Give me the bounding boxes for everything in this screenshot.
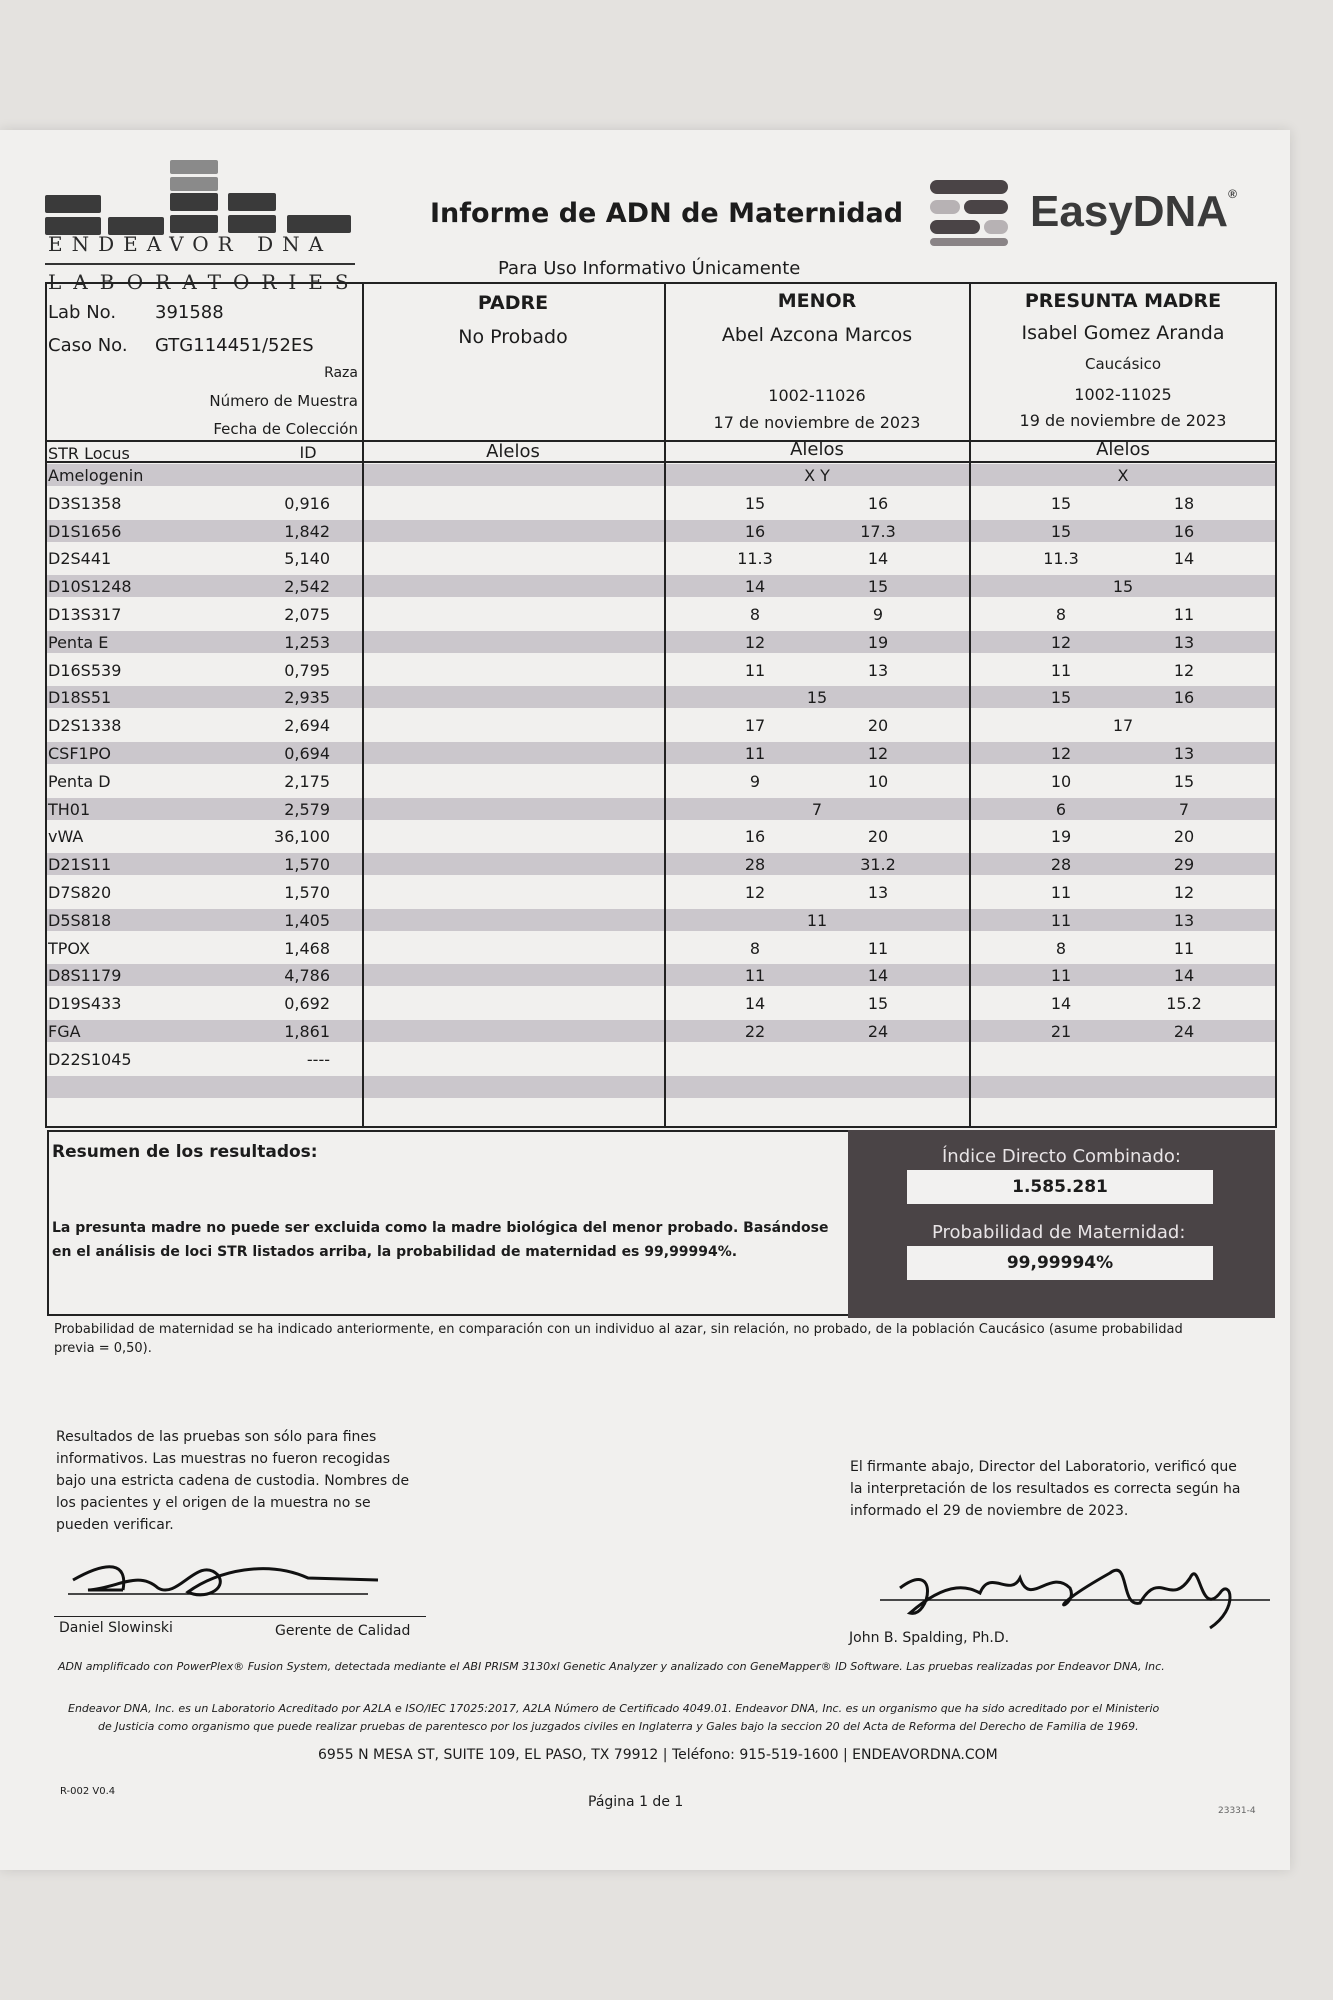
mother-allele: 8: [1055, 605, 1067, 624]
row-stripe: [47, 464, 1275, 486]
mother-allele: 21: [1050, 1022, 1072, 1041]
method-note: ADN amplificado con PowerPlex® Fusion System, detectada mediante el ABI PRISM 3130xl Genetic Analyzer y analizado con GeneMapper® ID Software. Las pruebas realizadas por Endeavor DNA, Inc.: [58, 1660, 1165, 1673]
cmi-label: Índice Directo Combinado:: [942, 1146, 1181, 1167]
disclaimer-line: informativos. Las muestras no fueron recogidas: [56, 1451, 391, 1467]
locus-name: D21S11: [48, 855, 112, 875]
locus-id: 2,175: [284, 771, 330, 791]
mother-allele: 15: [1050, 493, 1072, 513]
lab-subname: LABORATORIES: [48, 270, 361, 294]
case-no-value: GTG114451/52ES: [155, 335, 314, 356]
mother-allele: 11: [1050, 910, 1072, 930]
locus-id: 1,405: [284, 910, 330, 930]
row-stripe: [47, 631, 1275, 653]
cmi-value: 1.585.281: [907, 1170, 1213, 1204]
child-allele: 20: [867, 716, 889, 736]
director-line: la interpretación de los resultados es correcta según ha: [850, 1481, 1241, 1497]
mother-allele: 12: [1050, 632, 1072, 652]
easydna-brand: EasyDNA®: [1030, 187, 1237, 236]
locus-id: 1,570: [284, 883, 330, 902]
disclaimer-line: pueden verificar.: [56, 1517, 174, 1533]
mother-title: PRESUNTA MADRE: [1024, 290, 1222, 312]
locus-id: 4,786: [284, 966, 330, 986]
signer-left-name: Daniel Slowinski: [59, 1620, 173, 1636]
mother-allele: 10: [1050, 771, 1072, 791]
mother-alleles-header: Alelos: [1096, 439, 1150, 460]
mother-name: Isabel Gomez Aranda: [1021, 322, 1225, 344]
child-allele: X Y: [804, 466, 830, 485]
child-title: MENOR: [777, 290, 857, 312]
child-allele: 7: [811, 799, 823, 819]
child-allele: 31.2: [860, 855, 896, 875]
locus-name: D2S1338: [48, 716, 122, 736]
divider: [969, 282, 971, 1128]
locus-name: D10S1248: [48, 577, 132, 597]
disclaimer-line: los pacientes y el origen de la muestra no se: [56, 1495, 371, 1511]
report-title: Informe de ADN de Maternidad: [430, 198, 904, 229]
disclaimer-line: Resultados de las pruebas son sólo para fines: [56, 1429, 377, 1445]
mother-allele: 11: [1173, 938, 1195, 958]
child-allele: 14: [867, 549, 889, 569]
lab-no-label: Lab No.: [48, 302, 117, 323]
child-allele: 9: [749, 771, 761, 791]
mother-allele: 15: [1173, 771, 1195, 791]
director-statement: [850, 1456, 1280, 1522]
locus-id: 2,542: [284, 577, 330, 597]
child-allele: 20: [867, 827, 889, 847]
mother-allele: 13: [1173, 744, 1195, 763]
locus-name: D22S1045: [48, 1049, 132, 1069]
page-number: Página 1 de 1: [588, 1794, 684, 1810]
mother-allele: 13: [1173, 910, 1195, 930]
locus-id: 0,795: [284, 660, 330, 680]
locus-id: 1,570: [284, 855, 330, 875]
locus-name: Amelogenin: [48, 466, 144, 485]
locus-name: D3S1358: [48, 493, 122, 513]
child-allele: 16: [744, 521, 766, 541]
locus-name: D13S317: [48, 605, 122, 624]
date-label: Fecha de Colección: [213, 420, 358, 438]
signature-left-icon: [68, 1550, 388, 1610]
child-allele: 19: [867, 632, 889, 652]
doc-code: 23331-4: [1218, 1806, 1256, 1816]
mother-allele: 16: [1173, 688, 1195, 708]
footnote-2: previa = 0,50).: [54, 1341, 152, 1356]
divider: [45, 461, 1277, 463]
director-line: informado el 29 de noviembre de 2023.: [850, 1503, 1129, 1519]
locus-id: 36,100: [274, 827, 330, 847]
child-alleles-header: Alelos: [790, 439, 844, 460]
child-allele: 10: [867, 771, 889, 791]
mother-allele: 11: [1050, 966, 1072, 986]
footnote-1: Probabilidad de maternidad se ha indicado anteriormente, en comparación con un individuo al azar, sin relación, no probado, de la población Caucásico (asume probabilidad: [54, 1322, 1183, 1337]
locus-header: STR Locus: [48, 444, 130, 463]
child-allele: 8: [749, 938, 761, 958]
mother-date: 19 de noviembre de 2023: [1019, 411, 1227, 430]
sample-label: Número de Muestra: [209, 392, 358, 410]
locus-id: 0,692: [284, 994, 330, 1014]
locus-name: D19S433: [48, 994, 122, 1014]
mother-allele: 12: [1173, 660, 1195, 680]
mother-allele: 7: [1178, 799, 1190, 819]
locus-name: FGA: [48, 1022, 81, 1041]
child-allele: 14: [744, 577, 766, 597]
mother-race: Caucásico: [1084, 355, 1162, 373]
mother-allele: 11: [1050, 883, 1072, 902]
summary-heading: Resumen de los resultados:: [52, 1142, 318, 1162]
child-allele: 12: [744, 632, 766, 652]
child-allele: 9: [872, 605, 884, 624]
child-allele: 28: [744, 855, 766, 875]
father-name: No Probado: [458, 326, 568, 348]
locus-id: 2,579: [284, 799, 330, 819]
child-allele: 11: [744, 660, 766, 680]
row-stripe: [47, 520, 1275, 542]
child-allele: 22: [744, 1022, 766, 1041]
mother-allele: 15: [1050, 521, 1072, 541]
locus-name: TH01: [48, 799, 91, 819]
child-allele: 12: [867, 744, 889, 763]
row-stripe: [47, 853, 1275, 875]
locus-name: CSF1PO: [48, 744, 111, 763]
child-allele: 11: [806, 910, 828, 930]
address: 6955 N MESA ST, SUITE 109, EL PASO, TX 79912 | Teléfono: 915-519-1600 | ENDEAVORDNA.COM: [318, 1747, 998, 1763]
mother-allele: 14: [1173, 549, 1195, 569]
locus-id: 2,694: [284, 716, 330, 736]
mother-allele: 6: [1055, 799, 1067, 819]
row-stripe: [47, 798, 1275, 820]
child-allele: 24: [867, 1022, 889, 1041]
mother-allele: 24: [1173, 1022, 1195, 1041]
locus-id: ----: [306, 1049, 330, 1069]
child-allele: 14: [744, 994, 766, 1014]
locus-name: D2S441: [48, 549, 112, 569]
summary-text-2: en el análisis de loci STR listados arriba, la probabilidad de maternidad es 99,99994%.: [52, 1244, 738, 1260]
child-allele: 17: [744, 716, 766, 736]
case-no-label: Caso No.: [48, 335, 128, 356]
easydna-logo-icon: [930, 180, 1015, 250]
mother-allele: 12: [1173, 883, 1195, 902]
locus-id: 2,075: [284, 605, 330, 624]
mother-allele: 17: [1112, 716, 1134, 736]
child-allele: 15: [867, 577, 889, 597]
child-allele: 17.3: [860, 521, 896, 541]
mother-allele: 18: [1173, 493, 1195, 513]
child-allele: 16: [867, 493, 889, 513]
locus-id: 1,861: [284, 1022, 330, 1041]
accreditation-1: Endeavor DNA, Inc. es un Laboratorio Acreditado por A2LA e ISO/IEC 17025:2017, A2LA Número de Certificado 4049.01. Endeavor DNA, Inc. es un organismo que ha sido acreditado por el Ministerio: [68, 1702, 1160, 1715]
child-allele: 11: [744, 744, 766, 763]
report-subtitle: Para Uso Informativo Únicamente: [498, 258, 801, 279]
child-sample: 1002-11026: [768, 386, 866, 405]
child-name: Abel Azcona Marcos: [721, 324, 913, 346]
locus-id: 1,468: [284, 938, 330, 958]
row-stripe: [47, 1076, 1275, 1098]
signer-left-role: Gerente de Calidad: [275, 1623, 411, 1639]
child-allele: 11: [744, 966, 766, 986]
father-alleles-header: Alelos: [486, 441, 540, 462]
mother-allele: 11: [1173, 605, 1195, 624]
mother-allele: 15: [1112, 577, 1134, 597]
signature-line: [54, 1616, 426, 1617]
mother-allele: 14: [1050, 994, 1072, 1014]
locus-id: 5,140: [284, 549, 330, 569]
mother-allele: 28: [1050, 855, 1072, 875]
disclaimer-line: bajo una estricta cadena de custodia. Nombres de: [56, 1473, 410, 1489]
locus-name: D7S820: [48, 883, 112, 902]
locus-id: 0,916: [284, 493, 330, 513]
locus-id: 2,935: [284, 688, 330, 708]
probability-label: Probabilidad de Maternidad:: [932, 1222, 1186, 1243]
father-title: PADRE: [477, 292, 549, 314]
lab-name: ENDEAVOR DNA: [48, 232, 333, 256]
mother-allele: 13: [1173, 632, 1195, 652]
mother-allele: 29: [1173, 855, 1195, 875]
mother-allele: X: [1117, 466, 1129, 485]
child-allele: 13: [867, 883, 889, 902]
probability-value: 99,99994%: [907, 1246, 1213, 1280]
mother-allele: 8: [1055, 938, 1067, 958]
mother-allele: 16: [1173, 521, 1195, 541]
child-allele: 15: [806, 688, 828, 708]
row-stripe: [47, 909, 1275, 931]
child-allele: 11: [867, 938, 889, 958]
director-line: El firmante abajo, Director del Laboratorio, verificó que: [850, 1459, 1237, 1475]
divider: [45, 440, 1277, 442]
race-label: Raza: [324, 365, 358, 381]
row-stripe: [47, 575, 1275, 597]
locus-id: 1,253: [284, 632, 330, 652]
divider: [664, 282, 666, 1128]
locus-name: TPOX: [48, 938, 90, 958]
row-stripe: [47, 686, 1275, 708]
child-allele: 15: [867, 994, 889, 1014]
locus-name: Penta E: [48, 632, 109, 652]
child-date: 17 de noviembre de 2023: [713, 413, 921, 432]
mother-allele: 11: [1050, 660, 1072, 680]
locus-id: 0,694: [284, 744, 330, 763]
report-paper: [0, 130, 1290, 1870]
mother-allele: 20: [1173, 827, 1195, 847]
signature-right-icon: [880, 1548, 1280, 1638]
locus-name: D1S1656: [48, 521, 122, 541]
accreditation-2: de Justicia como organismo que puede realizar pruebas de parentesco por los juzgados civiles en Inglaterra y Gales bajo la seccion 20 del Acta de Reforma del Derecho de Familia de 1969.: [98, 1720, 1139, 1733]
child-allele: 16: [744, 827, 766, 847]
mother-allele: 11.3: [1043, 549, 1079, 569]
locus-name: D18S51: [48, 688, 112, 708]
summary-text-1: La presunta madre no puede ser excluida como la madre biológica del menor probado. Basándose: [52, 1220, 829, 1236]
mother-allele: 19: [1050, 827, 1072, 847]
disclaimer: [56, 1426, 422, 1536]
child-allele: 14: [867, 966, 889, 986]
id-header: ID: [299, 443, 317, 462]
mother-allele: 14: [1173, 966, 1195, 986]
form-code: R-002 V0.4: [60, 1786, 116, 1797]
mother-allele: 12: [1050, 744, 1072, 763]
locus-name: Penta D: [48, 771, 111, 791]
locus-name: vWA: [48, 827, 84, 847]
locus-name: D5S818: [48, 910, 112, 930]
child-allele: 11.3: [737, 549, 773, 569]
signer-right-name: John B. Spalding, Ph.D.: [849, 1630, 1010, 1646]
mother-allele: 15: [1050, 688, 1072, 708]
child-allele: 8: [749, 605, 761, 624]
locus-name: D8S1179: [48, 966, 122, 986]
locus-name: D16S539: [48, 660, 122, 680]
mother-sample: 1002-11025: [1074, 385, 1172, 404]
row-stripe: [47, 1020, 1275, 1042]
row-stripe: [47, 742, 1275, 764]
divider: [362, 282, 364, 1128]
row-stripe: [47, 964, 1275, 986]
locus-id: 1,842: [284, 521, 330, 541]
mother-allele: 15.2: [1166, 994, 1202, 1014]
logo-rule: [45, 263, 355, 265]
child-allele: 15: [744, 493, 766, 513]
child-allele: 12: [744, 883, 766, 902]
child-allele: 13: [867, 660, 889, 680]
lab-no-value: 391588: [155, 302, 224, 323]
